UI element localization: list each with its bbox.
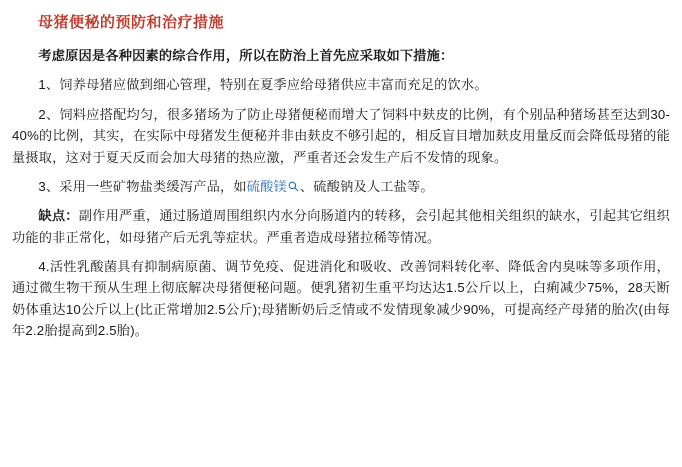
paragraph-intro: 考虑原因是各种因素的综合作用，所以在防治上首先应采取如下措施： (38, 48, 454, 63)
disadvantage-label: 缺点： (38, 208, 79, 224)
paragraph-item-1: 1、饲养母猪应做到细心管理，特别在夏季应给母猪供应丰富而充足的饮水。 (38, 77, 488, 93)
item-3-text-before: 3、采用一些矿物盐类缓泻产品，如 (38, 178, 247, 194)
paragraph-item-4: 4.活性乳酸菌具有抑制病原菌、调节免疫、促进消化和吸收、改善饲料转化率、降低舍内臭味等多项作用，通过微生物干预从生理上彻底解决母猪便秘问题。便乳猪初生重平均达达1.5公斤以上，白痢减少75%，28天断奶体重达10公斤以上(比正常增加2.5公斤);母猪断奶后乏情或不发情现象减少90%，可提高经产母猪的胎次(由每年2.2胎提高到2.5胎)。 (12, 259, 670, 339)
item-3-text-after: 、硫酸钠及人工盐等。 (299, 178, 434, 194)
page-title: 母猪便秘的预防和治疗措施 (38, 14, 225, 31)
paragraph-disadvantage (12, 205, 670, 248)
link-magnesium-sulfate[interactable]: 硫酸镁 (246, 178, 287, 194)
paragraph-item-3 (12, 176, 670, 197)
paragraph-item-2: 2、饲料应搭配均匀，很多猪场为了防止母猪便秘而增大了饲料中麸皮的比例，有个别品种猪场甚至达到30-40%的比例，其实，在实际中母猪发生便秘并非由麸皮不够引起的，相反盲目增加麸皮用量反而会降低母猪的能量摄取，这对于夏天反而会加大母猪的热应激，严重者还会发生产后不发情的现象。 (12, 106, 670, 165)
disadvantage-text: 副作用严重，通过肠道周围组织内水分向肠道内的转移，会引起其他相关组织的缺水，引起其它组织功能的非正常化，如母猪产后无乳等症状。严重者造成母猪拉稀等情况。 (12, 208, 670, 245)
search-icon[interactable] (288, 181, 299, 192)
